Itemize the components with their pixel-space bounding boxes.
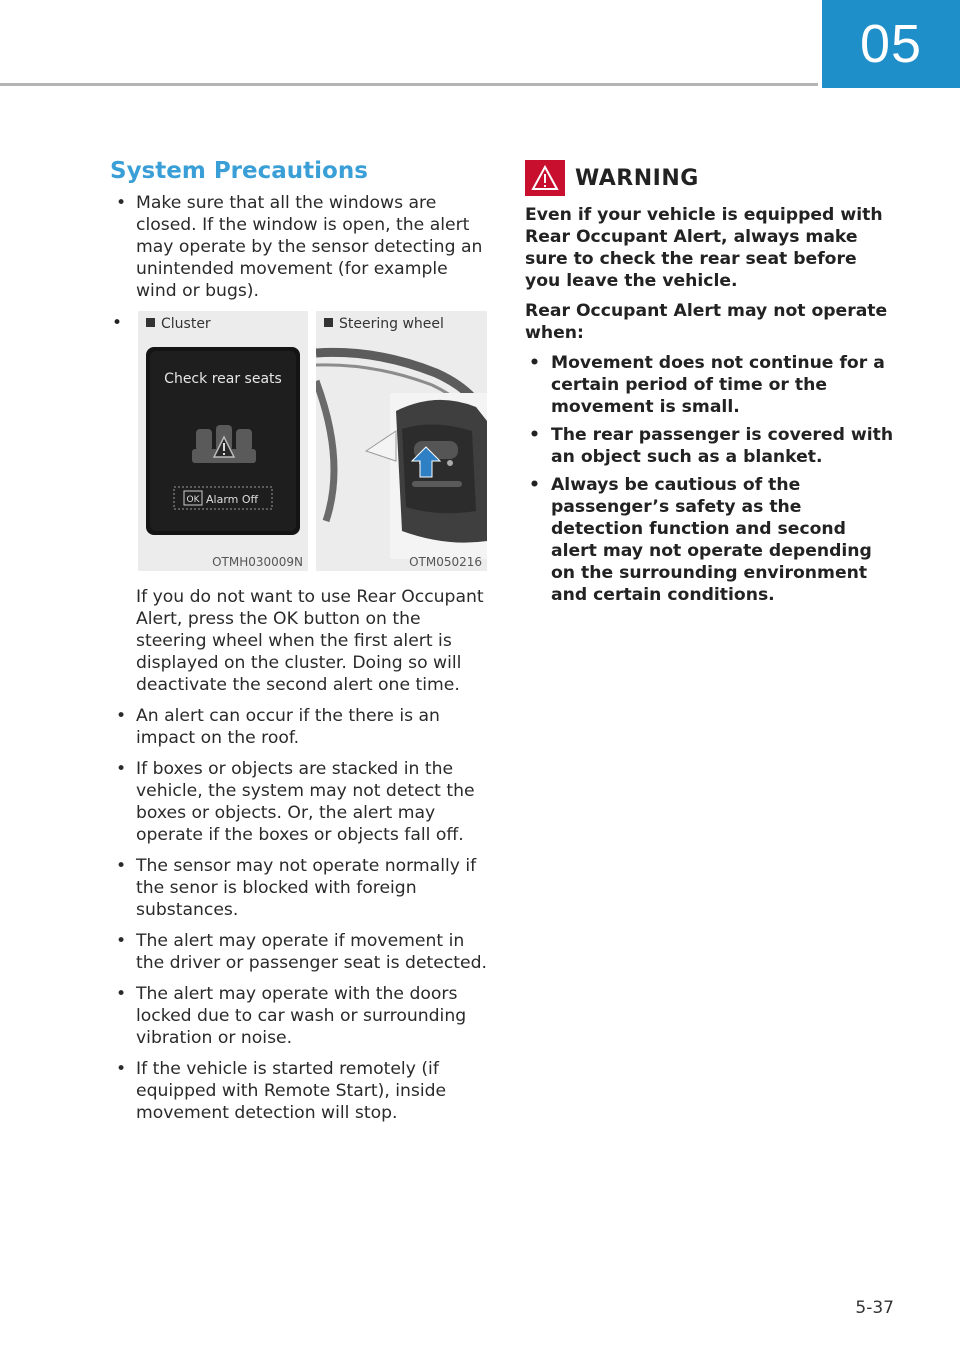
cluster-figure <box>138 311 308 571</box>
warning-title: WARNING <box>575 165 699 191</box>
list-item: • The alert may operate if movement in the driver or passenger seat is detected. <box>116 931 487 973</box>
warning-header <box>525 160 895 196</box>
bullet-dot: • <box>112 313 123 333</box>
cluster-figure-code: OTMH030009N <box>212 555 303 569</box>
warning-icon <box>525 160 565 196</box>
cluster-caption: Cluster <box>146 316 211 332</box>
alarm-off-label: Alarm Off <box>206 493 259 506</box>
list-item: • The sensor may not operate normally if the senor is blocked with foreign substances. <box>116 856 477 920</box>
page-number: 5-37 <box>855 1298 894 1318</box>
list-item: • Make sure that all the windows are closed. If the window is open, the alert may operate by the sensor detecting an unintended movement (for example wind or bugs). <box>116 193 483 301</box>
section-title: System Precautions <box>110 158 368 184</box>
list-item: • Movement does not continue for a certain period of time or the movement is small. <box>529 353 885 417</box>
list-item: • An alert can occur if the there is an impact on the roof. <box>116 706 440 748</box>
figure-row <box>110 311 490 576</box>
wheel-figure-code: OTM050216 <box>409 555 482 569</box>
list-item: • If the vehicle is started remotely (if equipped with Remote Start), inside movement detection will stop. <box>116 1059 447 1123</box>
square-bullet-icon <box>146 318 155 327</box>
cluster-screen-text: Check rear seats <box>164 371 282 387</box>
warning-paragraph: Rear Occupant Alert may not operate when: <box>525 301 888 343</box>
precaution-list-continued <box>110 705 490 1124</box>
wheel-caption: Steering wheel <box>324 316 444 332</box>
cluster-illustration <box>138 311 308 571</box>
list-item: • The rear passenger is covered with an object such as a blanket. <box>529 425 894 467</box>
list-item: • The alert may operate with the doors locked due to car wash or surrounding vibration or noise. <box>116 984 467 1048</box>
ok-key-label: OK <box>186 495 200 505</box>
warning-paragraph: Even if your vehicle is equipped with Rear Occupant Alert, always make sure to check the rear seat before you leave the vehicle. <box>525 205 883 291</box>
square-bullet-icon <box>324 318 333 327</box>
warning-list <box>525 352 895 606</box>
precaution-list <box>110 192 490 302</box>
steering-wheel-figure <box>316 311 487 571</box>
list-item: • If boxes or objects are stacked in the vehicle, the system may not detect the boxes or objects. Or, the alert may operate if the boxes or objects fall off. <box>116 759 475 845</box>
warning-box <box>525 160 895 612</box>
chapter-tab: 05 <box>822 0 960 88</box>
left-column <box>110 158 490 1133</box>
header-rule <box>0 83 818 86</box>
ok-button-paragraph: If you do not want to use Rear Occupant Alert, press the OK button on the steering wheel when the first alert is displayed on the cluster. Doing so will deactivate the second alert one time. <box>136 587 484 695</box>
steering-wheel-illustration <box>316 311 487 571</box>
list-item: • Always be cautious of the passenger’s safety as the detection function and second alert may not operate depending on the surrounding environment and certain conditions. <box>529 475 872 605</box>
